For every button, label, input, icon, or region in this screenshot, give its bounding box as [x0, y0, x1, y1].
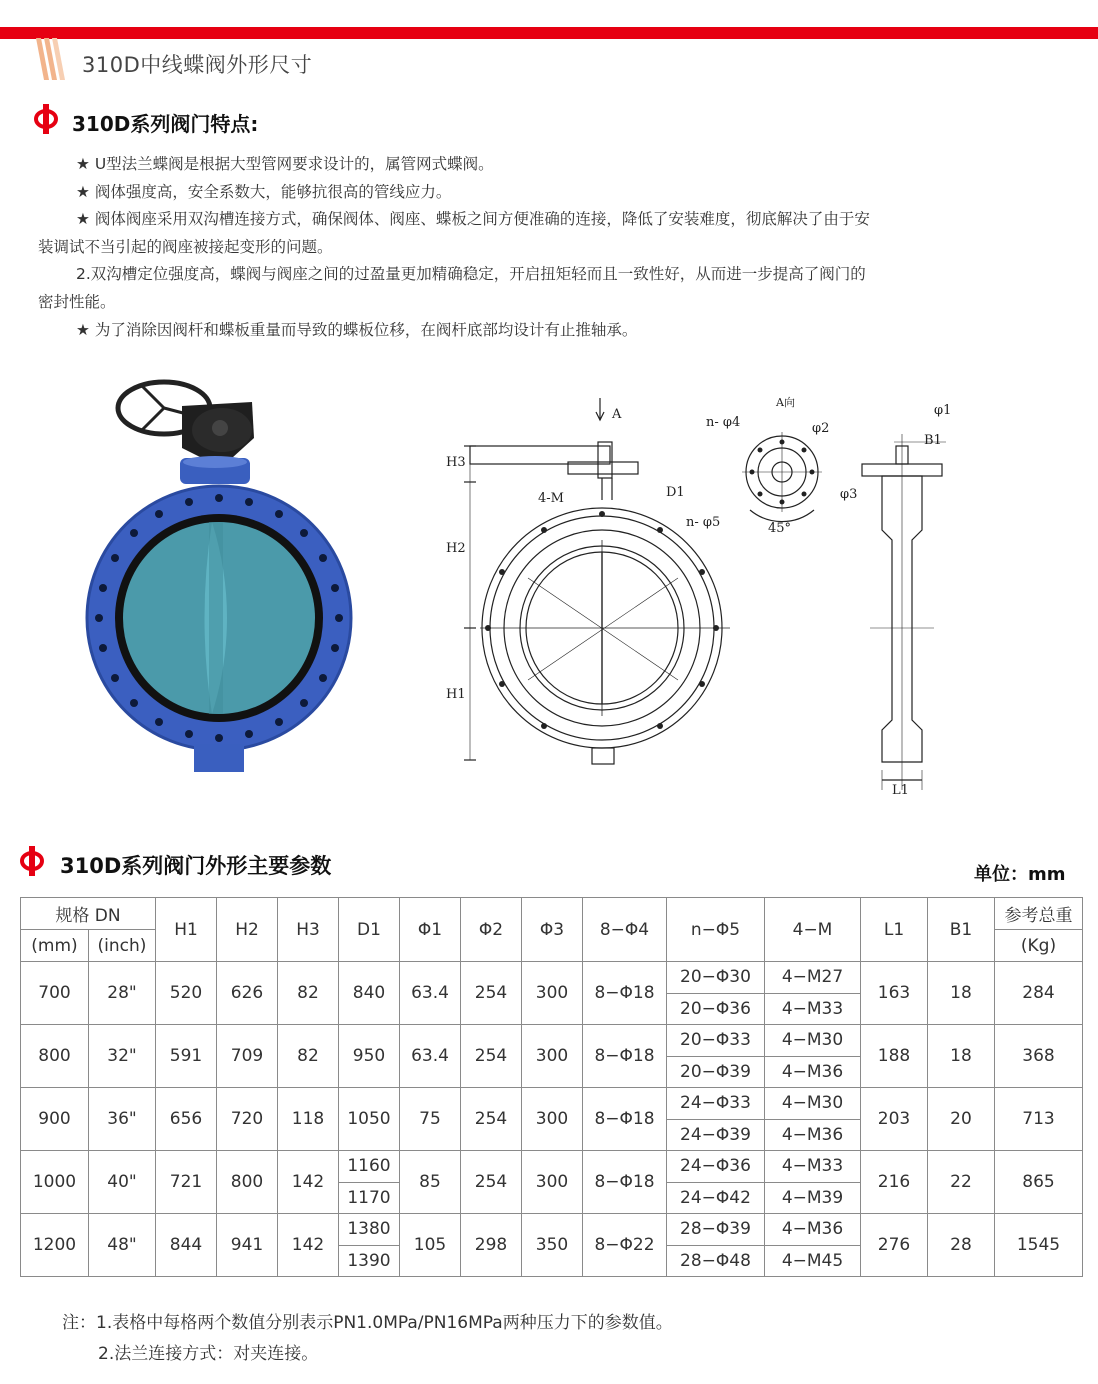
- cell-8-phi4: 8−Φ18: [583, 962, 667, 1025]
- header-h2: H2: [217, 898, 278, 962]
- cell-4-m: 4−M36: [765, 1056, 861, 1088]
- feature-item: 2.双沟槽定位强度高，蝶阀与阀座之间的过盈量更加精确稳定，开启扭矩轻而且一致性好，从而进一步提高了阀门的: [76, 265, 866, 284]
- cell-phi3: 300: [522, 1025, 583, 1088]
- cell-h3: 142: [278, 1214, 339, 1277]
- cell-n-phi5: 28−Φ39: [667, 1214, 765, 1246]
- cell-d1: 1390: [339, 1245, 400, 1277]
- cell-4-m: 4−M45: [765, 1245, 861, 1277]
- cell-b1: 28: [928, 1214, 995, 1277]
- drawing-label-45deg: 45°: [768, 521, 792, 536]
- cell-4-m: 4−M36: [765, 1119, 861, 1151]
- header-n-phi5: n−Φ5: [667, 898, 765, 962]
- cell-d1: 1050: [339, 1088, 400, 1151]
- header-spec: 规格 DN: [21, 898, 156, 930]
- table-row: [21, 962, 1083, 994]
- cell-4-m: 4−M36: [765, 1214, 861, 1246]
- cell-phi1: 63.4: [400, 962, 461, 1025]
- drawing-label-h1: H1: [446, 687, 466, 702]
- cell-dn-mm: 1200: [21, 1214, 89, 1277]
- drawing-label-4m: 4-M: [538, 491, 564, 506]
- header-phi1: Φ1: [400, 898, 461, 962]
- cell-4-m: 4−M27: [765, 962, 861, 994]
- drawing-label-phi2: φ2: [812, 421, 830, 436]
- note-line-2: 2.法兰连接方式：对夹连接。: [98, 1344, 319, 1364]
- cell-phi2: 254: [461, 1151, 522, 1214]
- cell-n-phi5: 20−Φ36: [667, 993, 765, 1025]
- params-title: 310D系列阀门外形主要参数: [60, 854, 332, 878]
- cell-n-phi5: 20−Φ30: [667, 962, 765, 994]
- cell-h2: 626: [217, 962, 278, 1025]
- table-header-row: [21, 898, 1083, 930]
- cell-h2: 941: [217, 1214, 278, 1277]
- cell-phi2: 298: [461, 1214, 522, 1277]
- feature-item: ★ 阀体强度高，安全系数大，能够抗很高的管线应力。: [76, 182, 452, 201]
- cell-weight: 1545: [995, 1214, 1083, 1277]
- phi-logo-icon: [20, 846, 44, 876]
- params-table: [20, 897, 1083, 1277]
- cell-h1: 844: [156, 1214, 217, 1277]
- feature-item: ★ U型法兰蝶阀是根据大型管网要求设计的，属管网式蝶阀。: [76, 155, 494, 173]
- drawing-label-n4: n- φ4: [706, 415, 741, 430]
- header-d1: D1: [339, 898, 400, 962]
- cell-b1: 18: [928, 1025, 995, 1088]
- drawing-label-arrow-a: A: [612, 407, 622, 422]
- cell-phi1: 75: [400, 1088, 461, 1151]
- cell-l1: 188: [861, 1025, 928, 1088]
- cell-h1: 520: [156, 962, 217, 1025]
- feature-item: ★ 为了消除因阀杆和蝶板重量而导致的蝶板位移，在阀杆底部均设计有止推轴承。: [76, 320, 638, 339]
- cell-h2: 720: [217, 1088, 278, 1151]
- valve-photo: [82, 378, 356, 776]
- cell-n-phi5: 24−Φ42: [667, 1182, 765, 1214]
- cell-h3: 82: [278, 962, 339, 1025]
- drawing-label-h3: H3: [446, 455, 466, 470]
- header-stripes-decoration: [34, 38, 74, 80]
- cell-l1: 216: [861, 1151, 928, 1214]
- cell-d1: 1380: [339, 1214, 400, 1246]
- cell-4-m: 4−M39: [765, 1182, 861, 1214]
- cell-8-phi4: 8−Φ18: [583, 1025, 667, 1088]
- cell-d1: 950: [339, 1025, 400, 1088]
- cell-8-phi4: 8−Φ22: [583, 1214, 667, 1277]
- header-b1: B1: [928, 898, 995, 962]
- cell-phi3: 300: [522, 1088, 583, 1151]
- unit-label: 单位：mm: [974, 864, 1066, 885]
- cell-phi3: 350: [522, 1214, 583, 1277]
- cell-h2: 709: [217, 1025, 278, 1088]
- cell-n-phi5: 24−Φ33: [667, 1088, 765, 1120]
- cell-h3: 82: [278, 1025, 339, 1088]
- cell-h3: 142: [278, 1151, 339, 1214]
- header-weight-unit: (Kg): [995, 930, 1083, 962]
- cell-n-phi5: 24−Φ39: [667, 1119, 765, 1151]
- cell-d1: 840: [339, 962, 400, 1025]
- cell-d1: 1170: [339, 1182, 400, 1214]
- cell-dn-inch: 32": [89, 1025, 156, 1088]
- phi-logo-icon: [34, 104, 58, 134]
- header-phi2: Φ2: [461, 898, 522, 962]
- header-weight: 参考总重: [995, 898, 1083, 930]
- cell-h1: 656: [156, 1088, 217, 1151]
- cell-dn-inch: 40": [89, 1151, 156, 1214]
- cell-dn-inch: 28": [89, 962, 156, 1025]
- cell-weight: 368: [995, 1025, 1083, 1088]
- valve-technical-drawing: [440, 390, 960, 810]
- cell-dn-mm: 900: [21, 1088, 89, 1151]
- drawing-label-n5: n- φ5: [686, 515, 721, 530]
- cell-4-m: 4−M30: [765, 1088, 861, 1120]
- cell-n-phi5: 20−Φ39: [667, 1056, 765, 1088]
- cell-l1: 203: [861, 1088, 928, 1151]
- note-line-1: 注：1.表格中每格两个数值分别表示PN1.0MPa/PN16MPa两种压力下的参数值。: [62, 1313, 673, 1333]
- cell-phi2: 254: [461, 1025, 522, 1088]
- features-list: [38, 151, 998, 344]
- cell-d1: 1160: [339, 1151, 400, 1183]
- header-8-phi4: 8−Φ4: [583, 898, 667, 962]
- drawing-label-l1: L1: [892, 783, 909, 798]
- cell-h2: 800: [217, 1151, 278, 1214]
- cell-8-phi4: 8−Φ18: [583, 1151, 667, 1214]
- features-title: 310D系列阀门特点:: [72, 112, 259, 136]
- cell-dn-mm: 800: [21, 1025, 89, 1088]
- feature-item: 装调试不当引起的阀座被接起变形的问题。: [38, 237, 333, 256]
- cell-n-phi5: 20−Φ33: [667, 1025, 765, 1057]
- cell-weight: 865: [995, 1151, 1083, 1214]
- table-row: [21, 1088, 1083, 1120]
- cell-h1: 591: [156, 1025, 217, 1088]
- cell-h3: 118: [278, 1088, 339, 1151]
- cell-phi2: 254: [461, 1088, 522, 1151]
- cell-h1: 721: [156, 1151, 217, 1214]
- cell-4-m: 4−M33: [765, 1151, 861, 1183]
- cell-weight: 713: [995, 1088, 1083, 1151]
- cell-4-m: 4−M33: [765, 993, 861, 1025]
- cell-l1: 276: [861, 1214, 928, 1277]
- cell-weight: 284: [995, 962, 1083, 1025]
- cell-dn-mm: 700: [21, 962, 89, 1025]
- cell-4-m: 4−M30: [765, 1025, 861, 1057]
- cell-dn-inch: 36": [89, 1088, 156, 1151]
- header-phi3: Φ3: [522, 898, 583, 962]
- cell-dn-mm: 1000: [21, 1151, 89, 1214]
- cell-n-phi5: 24−Φ36: [667, 1151, 765, 1183]
- cell-b1: 22: [928, 1151, 995, 1214]
- drawing-label-a-direction: A向: [776, 396, 795, 409]
- table-row: [21, 1214, 1083, 1246]
- header-inch: (inch): [89, 930, 156, 962]
- cell-8-phi4: 8−Φ18: [583, 1088, 667, 1151]
- top-red-bar: [0, 27, 1098, 39]
- header-h1: H1: [156, 898, 217, 962]
- cell-n-phi5: 28−Φ48: [667, 1245, 765, 1277]
- cell-phi2: 254: [461, 962, 522, 1025]
- drawing-label-phi1: φ1: [934, 403, 952, 418]
- cell-b1: 20: [928, 1088, 995, 1151]
- cell-dn-inch: 48": [89, 1214, 156, 1277]
- cell-phi3: 300: [522, 962, 583, 1025]
- drawing-label-d1: D1: [666, 485, 685, 500]
- header-4-m: 4−M: [765, 898, 861, 962]
- page-title: 310D中线蝶阀外形尺寸: [82, 53, 313, 77]
- cell-phi1: 85: [400, 1151, 461, 1214]
- cell-phi1: 63.4: [400, 1025, 461, 1088]
- header-l1: L1: [861, 898, 928, 962]
- table-row: [21, 1151, 1083, 1183]
- drawing-label-b1: B1: [924, 433, 942, 448]
- header-h3: H3: [278, 898, 339, 962]
- header-mm: (mm): [21, 930, 89, 962]
- cell-b1: 18: [928, 962, 995, 1025]
- drawing-label-phi3: φ3: [840, 487, 858, 502]
- table-row: [21, 1025, 1083, 1057]
- notes: [62, 1308, 673, 1370]
- feature-item: ★ 阀体阀座采用双沟槽连接方式，确保阀体、阀座、蝶板之间方便准确的连接，降低了安装难度，彻底解决了由于安: [76, 210, 870, 229]
- cell-phi3: 300: [522, 1151, 583, 1214]
- cell-phi1: 105: [400, 1214, 461, 1277]
- cell-l1: 163: [861, 962, 928, 1025]
- feature-item: 密封性能。: [38, 292, 116, 311]
- drawing-label-h2: H2: [446, 541, 466, 556]
